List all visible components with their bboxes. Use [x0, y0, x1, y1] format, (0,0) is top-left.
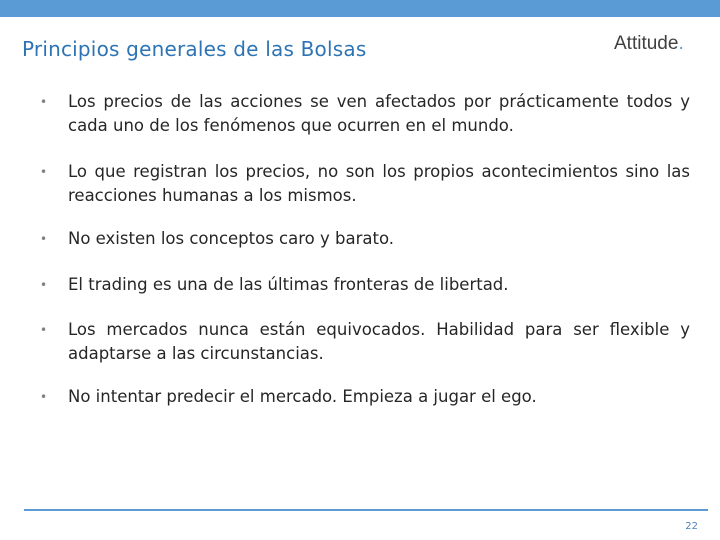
top-accent-bar [0, 0, 720, 17]
slide-title: Principios generales de las Bolsas [22, 37, 367, 61]
footer-divider [24, 509, 708, 511]
bullet-text: No intentar predecir el mercado. Empieza a jugar el ego. [68, 387, 537, 406]
bullet-marker: • [40, 278, 48, 292]
bullet-text: Los mercados nunca están equivocados. Habilidad para ser flexible y adaptarse a las circunstancias. [68, 320, 690, 363]
bullet-marker: • [40, 232, 48, 246]
logo-text: Attitude [614, 33, 679, 54]
bullet-text: El trading es una de las últimas fronteras de libertad. [68, 275, 509, 294]
bullet-text: Lo que registran los precios, no son los propios acontecimientos sino las reacciones humanas a los mismos. [68, 162, 690, 205]
page-number: 22 [685, 521, 698, 532]
bullet-text: Los precios de las acciones se ven afectados por prácticamente todos y cada uno de los fenómenos que ocurren en el mundo. [68, 92, 690, 135]
bullet-marker: • [40, 165, 48, 179]
bullet-text: No existen los conceptos caro y barato. [68, 229, 395, 248]
logo-dot: . [678, 33, 684, 54]
bullet-marker: • [40, 95, 48, 109]
attitude-logo [614, 33, 684, 55]
bullet-marker: • [40, 390, 48, 404]
bullet-marker: • [40, 323, 48, 337]
